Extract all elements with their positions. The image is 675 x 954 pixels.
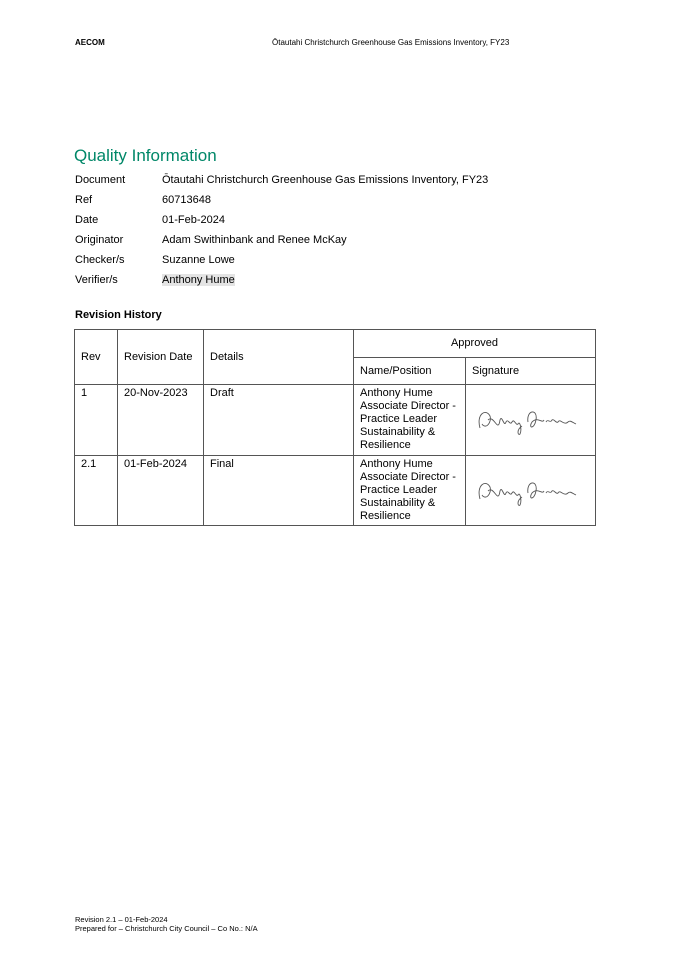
name-line: Practice Leader — [360, 413, 438, 425]
info-label: Document — [75, 174, 126, 186]
date-cell: 20-Nov-2023 — [118, 385, 204, 456]
info-row-date — [75, 210, 488, 230]
signature-cell — [466, 456, 596, 526]
footer-revision: Revision 2.1 – 01-Feb-2024 — [75, 915, 168, 924]
col-header-signature: Signature — [466, 358, 596, 385]
col-header-approved: Approved — [354, 330, 596, 358]
signature-image — [472, 471, 584, 511]
info-label: Originator — [75, 234, 124, 246]
info-value-highlighted: Anthony Hume — [162, 274, 235, 286]
info-row-originator — [75, 230, 488, 250]
info-value: Adam Swithinbank and Renee McKay — [162, 234, 347, 246]
info-label: Checker/s — [75, 254, 125, 266]
info-label: Date — [75, 214, 99, 226]
info-value: Suzanne Lowe — [162, 254, 235, 266]
signature-cell — [466, 385, 596, 456]
details-cell: Draft — [204, 385, 354, 456]
name-line: Resilience — [360, 510, 411, 522]
info-row-document — [75, 170, 488, 190]
section-title: Quality Information — [74, 146, 217, 165]
col-header-details: Details — [204, 330, 354, 385]
name-position-cell — [354, 385, 466, 456]
name-line: Anthony Hume — [360, 387, 433, 399]
details-cell: Final — [204, 456, 354, 526]
info-row-checker — [75, 250, 488, 270]
name-line: Sustainability & — [360, 426, 436, 438]
name-line: Associate Director - — [360, 400, 456, 412]
footer-prepared-for: Prepared for – Christchurch City Council – Co No.: N/A — [75, 924, 258, 933]
running-header-title: Ōtautahi Christchurch Greenhouse Gas Emissions Inventory, FY23 — [272, 38, 510, 47]
info-value: 60713648 — [162, 194, 211, 206]
name-position-cell — [354, 456, 466, 526]
info-label: Ref — [75, 194, 93, 206]
info-value: Ōtautahi Christchurch Greenhouse Gas Emissions Inventory, FY23 — [162, 174, 489, 186]
revision-history-title: Revision History — [75, 309, 162, 321]
name-line: Sustainability & — [360, 497, 436, 509]
name-line: Anthony Hume — [360, 458, 433, 470]
name-line: Resilience — [360, 439, 411, 451]
page-footer — [75, 915, 258, 933]
info-row-ref — [75, 190, 488, 210]
signature-image — [472, 400, 584, 440]
col-header-name-position: Name/Position — [354, 358, 466, 385]
info-row-verifier — [75, 270, 488, 290]
revision-history-table — [74, 329, 596, 526]
col-header-rev: Rev — [75, 330, 118, 385]
date-cell: 01-Feb-2024 — [118, 456, 204, 526]
rev-cell: 2.1 — [75, 456, 118, 526]
info-value: 01-Feb-2024 — [162, 214, 225, 226]
info-label: Verifier/s — [75, 274, 118, 286]
table-row — [75, 385, 596, 456]
table-row — [75, 456, 596, 526]
company-name: AECOM — [75, 38, 105, 47]
quality-info-list — [75, 170, 488, 290]
name-line: Practice Leader — [360, 484, 438, 496]
name-line: Associate Director - — [360, 471, 456, 483]
col-header-date: Revision Date — [118, 330, 204, 385]
rev-cell: 1 — [75, 385, 118, 456]
